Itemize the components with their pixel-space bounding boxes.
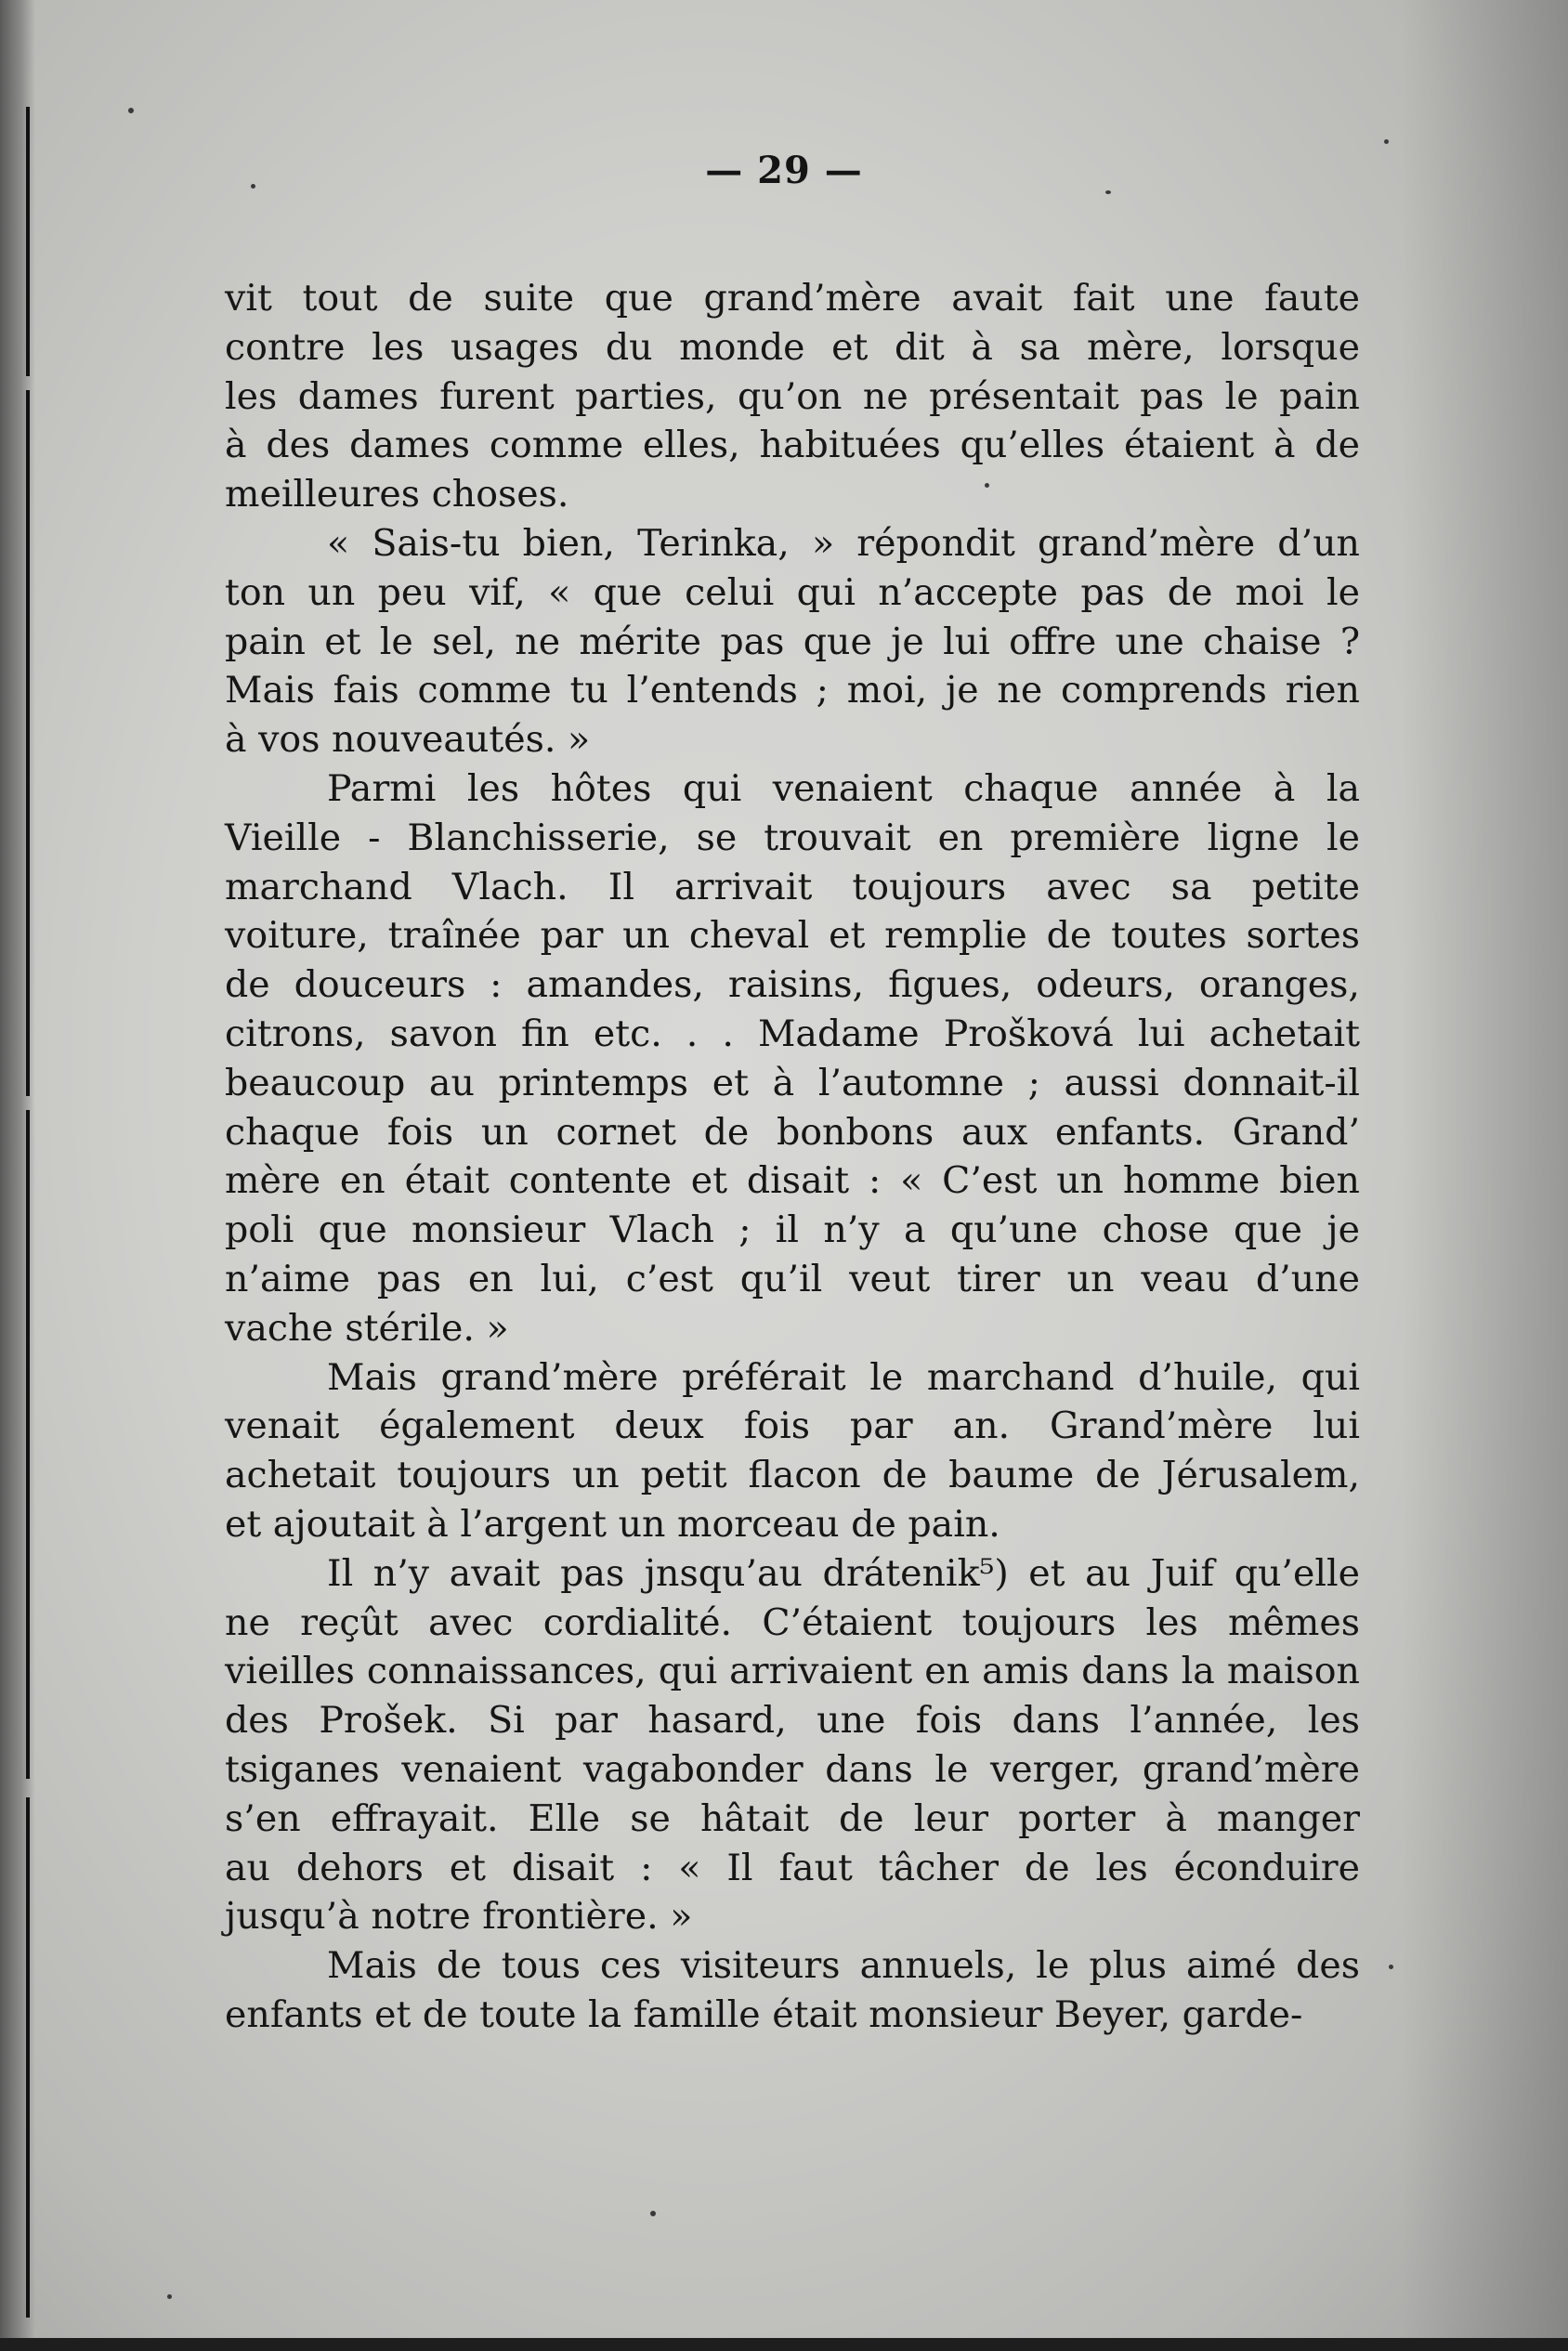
- text-line: achetait toujours un petit flacon de baume de Jérusalem,: [225, 1454, 1360, 1497]
- text-line: ne reçût avec cordialité. C’étaient toujours les mêmes: [225, 1600, 1360, 1644]
- print-speck: [1389, 1965, 1393, 1969]
- text-line: meilleures choses.: [225, 473, 569, 516]
- text-line: jusqu’à notre frontière. »: [225, 1895, 693, 1939]
- body-text: [225, 274, 1360, 2040]
- page-shadow: [1401, 0, 1568, 2351]
- text-line: et ajoutait à l’argent un morceau de pain.: [225, 1502, 1000, 1546]
- text-line: poli que monsieur Vlach ; il n’y a qu’une chose que je: [225, 1208, 1360, 1252]
- text-line: Mais grand’mère préférait le marchand d’huile, qui: [327, 1355, 1360, 1399]
- margin-rule: [26, 107, 30, 376]
- text-line: vieilles connaissances, qui arrivaient en amis dans la maison: [225, 1650, 1360, 1693]
- text-line: pain et le sel, ne mérite pas que je lui offre une chaise ?: [225, 620, 1360, 663]
- print-speck: [650, 2211, 656, 2216]
- text-line: vache stérile. »: [225, 1306, 509, 1350]
- margin-rule: [26, 1797, 30, 2318]
- text-line: n’aime pas en lui, c’est qu’il veut tirer un veau d’une: [225, 1257, 1360, 1300]
- text-line: venait également deux fois par an. Grand’mère lui: [225, 1404, 1360, 1448]
- text-line: ton un peu vif, « que celui qui n’accepte pas de moi le: [225, 570, 1360, 614]
- text-line: s’en effrayait. Elle se hâtait de leur porter à manger: [225, 1796, 1360, 1840]
- text-line: voiture, traînée par un cheval et remplie de toutes sortes: [225, 914, 1360, 958]
- paragraph: [225, 1353, 1360, 1549]
- print-speck: [167, 2294, 172, 2299]
- paragraph: [225, 1941, 1360, 2040]
- margin-rule: [26, 390, 30, 1096]
- text-line: Parmi les hôtes qui venaient chaque année à la: [327, 766, 1360, 810]
- text-line: enfants et de toute la famille était monsieur Beyer, garde-: [225, 1992, 1303, 2036]
- text-line: mère en était contente et disait : « C’est un homme bien: [225, 1159, 1360, 1203]
- text-line: tsiganes venaient vagabonder dans le verger, grand’mère: [225, 1747, 1360, 1791]
- text-line: au dehors et disait : « Il faut tâcher de les éconduire: [225, 1846, 1360, 1889]
- paragraph: [225, 1549, 1360, 1941]
- print-speck: [1384, 139, 1389, 144]
- page-bottom-edge: [0, 2338, 1568, 2351]
- margin-rule: [26, 1110, 30, 1779]
- text-line: beaucoup au printemps et à l’automne ; aussi donnait-il: [225, 1061, 1360, 1104]
- text-line: contre les usages du monde et dit à sa mère, lorsque: [225, 325, 1360, 369]
- text-line: citrons, savon fin etc. . . Madame Prošková lui achetait: [225, 1012, 1360, 1055]
- text-line: à des dames comme elles, habituées qu’elles étaient à de: [225, 424, 1360, 467]
- text-line: Mais fais comme tu l’entends ; moi, je ne comprends rien: [225, 669, 1360, 712]
- text-line: Mais de tous ces visiteurs annuels, le plus aimé des: [327, 1944, 1360, 1988]
- text-line: Il n’y avait pas jnsqu’au drátenik⁵) et au Juif qu’elle: [327, 1551, 1360, 1595]
- text-line: à vos nouveautés. »: [225, 718, 591, 762]
- page-binding-edge: [0, 0, 35, 2351]
- text-line: marchand Vlach. Il arrivait toujours avec sa petite: [225, 865, 1360, 908]
- text-line: « Sais-tu bien, Terinka, » répondit grand’mère d’un: [327, 521, 1360, 565]
- page-number: — 29 —: [705, 149, 863, 192]
- text-line: des Prošek. Si par hasard, une fois dans l’année, les: [225, 1699, 1360, 1743]
- paragraph: [225, 274, 1360, 519]
- print-speck: [128, 108, 134, 113]
- paragraph: [225, 519, 1360, 764]
- text-line: Vieille - Blanchisserie, se trouvait en première ligne le: [225, 816, 1360, 859]
- text-line: de douceurs : amandes, raisins, figues, odeurs, oranges,: [225, 963, 1360, 1007]
- text-line: les dames furent parties, qu’on ne présentait pas le pain: [225, 374, 1360, 418]
- text-line: chaque fois un cornet de bonbons aux enfants. Grand’: [225, 1110, 1360, 1154]
- text-line: vit tout de suite que grand’mère avait fait une faute: [225, 277, 1360, 320]
- paragraph: [225, 764, 1360, 1353]
